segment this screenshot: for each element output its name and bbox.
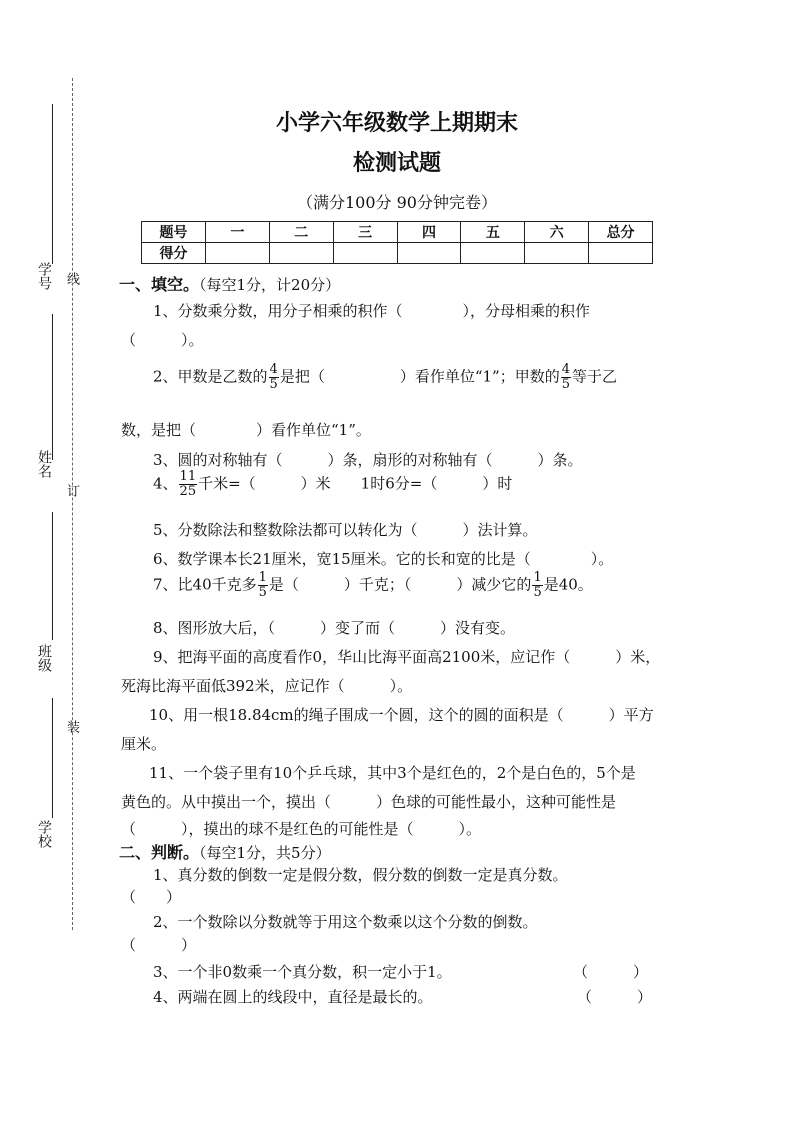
question-4-number: 4、 [153, 474, 178, 493]
fraction-numerator: 1 [533, 570, 542, 585]
score-cell[interactable] [397, 243, 461, 264]
score-cell[interactable] [269, 243, 333, 264]
fraction-denominator: 5 [269, 377, 278, 392]
question-9-line-1: 9、把海平面的高度看作0，华山比海平面高2100米，应记作（ ）米， [153, 648, 661, 666]
score-header-cell: 四 [397, 222, 461, 243]
name-label: 姓名 [36, 450, 52, 478]
score-header-cell: 五 [461, 222, 525, 243]
fraction-denominator: 5 [258, 585, 267, 600]
judge-question-3: 3、一个非0数乘一个真分数，积一定小于1。 [153, 963, 452, 981]
question-1-line-1: 1、分数乘分数，用分子相乘的积作（ ），分母相乘的积作 [153, 302, 591, 320]
exam-title: 小学六年级数学上期期末 [275, 110, 518, 136]
score-cell[interactable] [205, 243, 269, 264]
question-9-line-2: 死海比海平面低392米，应记作（ ）。 [121, 677, 413, 695]
exam-info: （满分100分 90分钟完卷） [297, 193, 497, 212]
score-cell[interactable] [589, 243, 653, 264]
question-11-line-1: 11、一个袋子里有10个乒乓球，其中3个是红色的，2个是白色的，5个是 [149, 764, 636, 782]
question-2-line-1 [153, 363, 617, 392]
fraction-four-fifths [561, 363, 571, 392]
score-header-cell: 三 [333, 222, 397, 243]
question-5: 5、分数除法和整数除法都可以转化为（ ）法计算。 [153, 521, 538, 539]
score-row-label: 得分 [142, 243, 206, 264]
question-7-text-b: 是（ ）千克；（ ）减少它的 [268, 575, 532, 594]
binding-line-4 [52, 698, 53, 818]
fraction-numerator: 4 [561, 362, 570, 377]
judge-answer-2[interactable]: （ ） [121, 936, 197, 954]
fraction-numerator: 11 [179, 469, 197, 484]
fraction-four-fifths [269, 363, 279, 392]
staple-mark: 订 [64, 484, 79, 497]
question-2-text-b: 是把（ ）看作单位“1”；甲数的 [279, 367, 560, 386]
question-2-text-a: 2、甲数是乙数的 [153, 367, 268, 386]
question-4-text: 千米=（ ）米 1时6分=（ ）时 [198, 474, 513, 493]
cut-line-mark: 线 [64, 272, 79, 285]
question-6: 6、数学课本长21厘米，宽15厘米。它的长和宽的比是（ ）。 [153, 550, 614, 568]
question-2-text-c: 等于乙 [572, 367, 618, 386]
judge-question-1: 1、真分数的倒数一定是假分数，假分数的倒数一定是真分数。 [153, 866, 568, 884]
score-header-cell: 六 [525, 222, 589, 243]
binding-mark: 装 [64, 720, 79, 733]
fraction-numerator: 4 [269, 362, 278, 377]
fraction-one-fifth [532, 571, 542, 600]
score-table-header-row [142, 222, 653, 243]
question-10-line-1: 10、用一根18.84cm的绳子围成一个圆，这个的圆的面积是（ ）平方 [149, 706, 654, 724]
score-cell[interactable] [525, 243, 589, 264]
question-4 [153, 470, 512, 499]
score-table [141, 221, 653, 264]
question-3: 3、圆的对称轴有（ ）条，扇形的对称轴有（ ）条。 [153, 451, 583, 469]
section-1-title: 一、填空。 [119, 275, 200, 294]
score-header-cell: 一 [205, 222, 269, 243]
judge-question-4: 4、两端在圆上的线段中，直径是最长的。 [153, 988, 433, 1006]
student-id-label: 学号 [36, 262, 52, 290]
section-2-note: （每空1分，共5分） [199, 844, 331, 862]
section-1-heading [119, 272, 340, 295]
binding-line-3 [52, 512, 53, 640]
score-header-cell: 题号 [142, 222, 206, 243]
question-10-line-2: 厘米。 [121, 735, 167, 753]
fraction-denominator: 25 [179, 484, 197, 499]
fraction-denominator: 5 [561, 377, 570, 392]
section-2-heading [119, 840, 331, 863]
question-7-text-a: 7、比40千克多 [153, 575, 257, 594]
question-7-text-c: 是40。 [543, 575, 593, 594]
score-header-cell: 二 [269, 222, 333, 243]
section-1-note: （每空1分，计20分） [199, 276, 341, 294]
class-label: 班级 [36, 644, 52, 672]
judge-answer-3[interactable]: （ ） [573, 963, 649, 981]
fraction-one-fifth [258, 571, 268, 600]
binding-line-2 [52, 314, 53, 460]
fraction-numerator: 1 [258, 570, 267, 585]
fraction-eleven-25 [179, 470, 198, 499]
question-2-line-2: 数，是把（ ）看作单位“1”。 [121, 421, 371, 439]
score-table-score-row [142, 243, 653, 264]
judge-answer-1[interactable]: （ ） [121, 888, 182, 906]
question-1-line-2: （ ）。 [121, 331, 204, 349]
score-cell[interactable] [333, 243, 397, 264]
section-2-title: 二、判断。 [119, 843, 200, 862]
judge-answer-4[interactable]: （ ） [577, 988, 653, 1006]
question-11-line-2: 黄色的。从中摸出一个，摸出（ ）色球的可能性最小，这种可能性是 [121, 793, 617, 811]
question-7 [153, 571, 593, 600]
fraction-denominator: 5 [533, 585, 542, 600]
question-11-line-3: （ ），摸出的球不是红色的可能性是（ ）。 [121, 820, 482, 838]
question-8: 8、图形放大后，（ ）变了而（ ）没有变。 [153, 619, 516, 637]
score-cell[interactable] [461, 243, 525, 264]
judge-question-2: 2、一个数除以分数就等于用这个数乘以这个分数的倒数。 [153, 913, 538, 931]
school-label: 学校 [36, 820, 52, 848]
score-header-cell: 总分 [589, 222, 653, 243]
exam-subtitle-title: 检测试题 [352, 150, 441, 176]
